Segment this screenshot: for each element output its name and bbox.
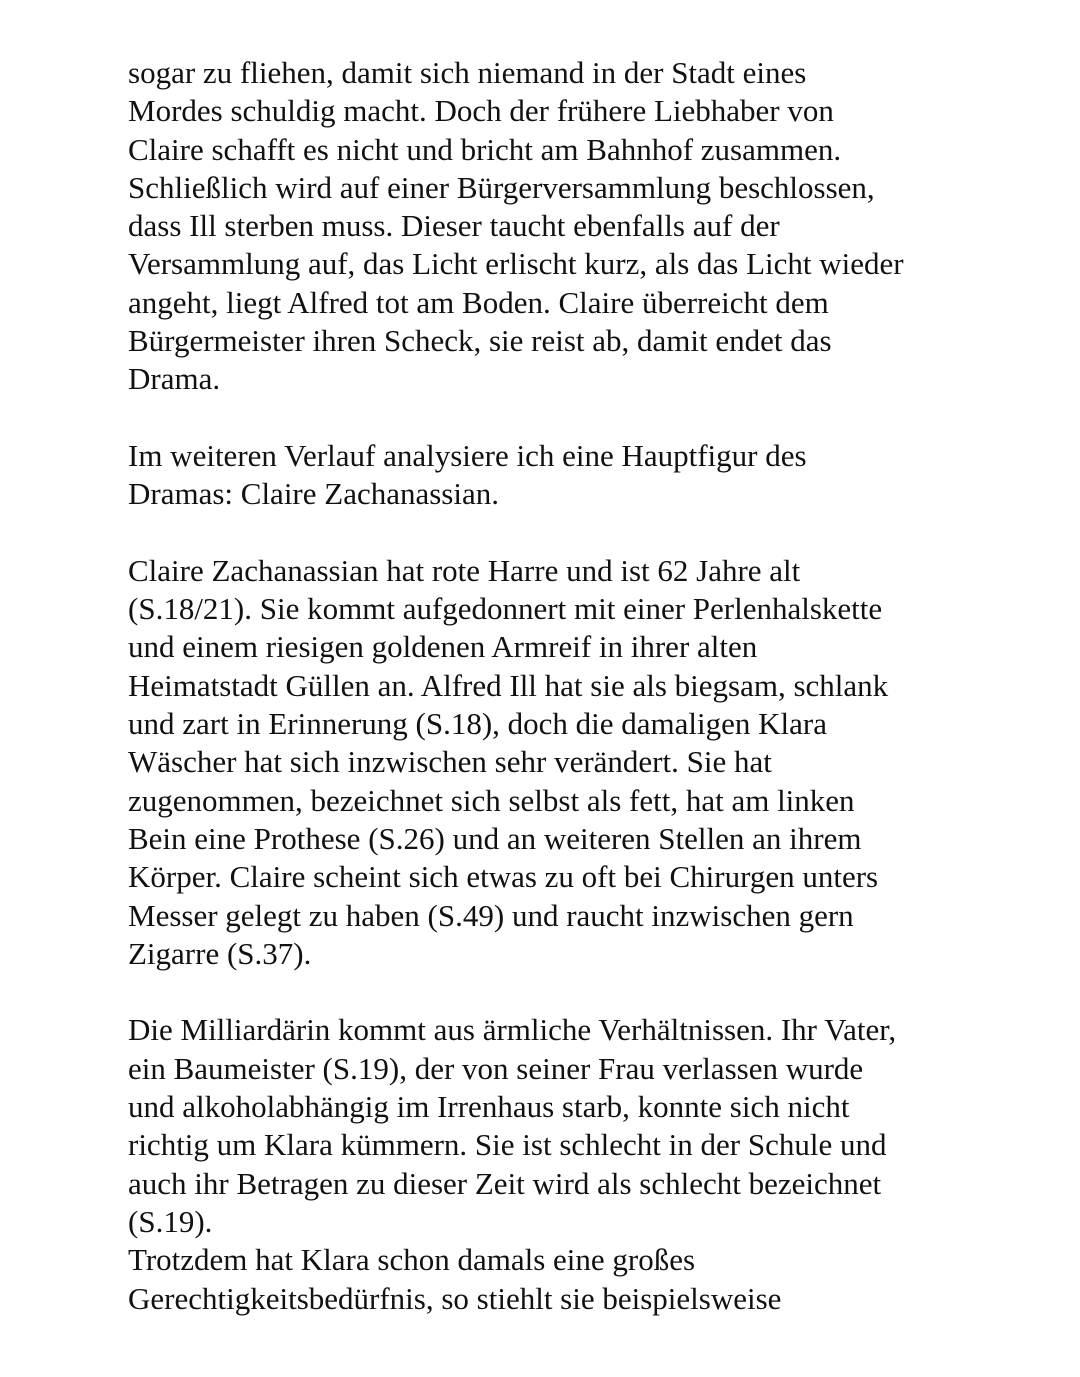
- text-line: Dramas: Claire Zachanassian.: [128, 476, 499, 512]
- text-line: Bein eine Prothese (S.26) und an weiteren Stellen an ihrem: [128, 820, 862, 856]
- text-line: auch ihr Betragen zu dieser Zeit wird als schlecht bezeichnet: [128, 1165, 882, 1201]
- text-line: Versammlung auf, das Licht erlischt kurz, als das Licht wieder: [128, 246, 904, 282]
- text-line: Körper. Claire scheint sich etwas zu oft bei Chirurgen unters: [128, 859, 879, 895]
- text-line: Heimatstadt Güllen an. Alfred Ill hat sie als biegsam, schlank: [128, 667, 889, 703]
- paragraph-gap: [128, 514, 988, 552]
- paragraph-analysis-intro: [128, 437, 988, 514]
- text-line: Zigarre (S.37).: [128, 935, 312, 971]
- text-line: und alkoholabhängig im Irrenhaus starb, konnte sich nicht: [128, 1089, 850, 1125]
- text-line: Schließlich wird auf einer Bürgerversammlung beschlossen,: [128, 169, 875, 205]
- text-line: Im weiteren Verlauf analysiere ich eine Hauptfigur des: [128, 437, 807, 473]
- text-line: Mordes schuldig macht. Doch der frühere Liebhaber von: [128, 93, 834, 129]
- text-line: angeht, liegt Alfred tot am Boden. Claire überreicht dem: [128, 284, 829, 320]
- document-body: [128, 54, 988, 1318]
- text-line: Bürgermeister ihren Scheck, sie reist ab, damit endet das: [128, 323, 832, 359]
- text-line: Wäscher hat sich inzwischen sehr verändert. Sie hat: [128, 744, 772, 780]
- text-line: Claire Zachanassian hat rote Harre und ist 62 Jahre alt: [128, 552, 801, 588]
- text-line: Gerechtigkeitsbedürfnis, so stiehlt sie beispielsweise: [128, 1280, 782, 1316]
- text-line: (S.18/21). Sie kommt aufgedonnert mit einer Perlenhalskette: [128, 591, 883, 627]
- text-line: (S.19).: [128, 1203, 213, 1239]
- text-line: Die Milliardärin kommt aus ärmliche Verhältnissen. Ihr Vater,: [128, 1012, 897, 1048]
- paragraph-plot-ending: [128, 54, 988, 399]
- paragraph-gap: [128, 973, 988, 1011]
- text-line: und zart in Erinnerung (S.18), doch die damaligen Klara: [128, 706, 827, 742]
- text-line: sogar zu fliehen, damit sich niemand in der Stadt eines: [128, 55, 807, 90]
- text-line: richtig um Klara kümmern. Sie ist schlecht in der Schule und: [128, 1127, 887, 1163]
- paragraph-gap: [128, 399, 988, 437]
- text-line: und einem riesigen goldenen Armreif in ihrer alten: [128, 629, 758, 665]
- paragraph-claire-appearance: [128, 552, 988, 973]
- text-line: Drama.: [128, 361, 221, 397]
- text-line: dass Ill sterben muss. Dieser taucht ebenfalls auf der: [128, 208, 780, 244]
- text-line: zugenommen, bezeichnet sich selbst als fett, hat am linken: [128, 782, 855, 818]
- paragraph-claire-background: [128, 1011, 988, 1317]
- text-line: ein Baumeister (S.19), der von seiner Frau verlassen wurde: [128, 1050, 864, 1086]
- text-line: Messer gelegt zu haben (S.49) und raucht inzwischen gern: [128, 897, 854, 933]
- text-line: Claire schafft es nicht und bricht am Bahnhof zusammen.: [128, 131, 842, 167]
- text-line: Trotzdem hat Klara schon damals eine großes: [128, 1242, 696, 1278]
